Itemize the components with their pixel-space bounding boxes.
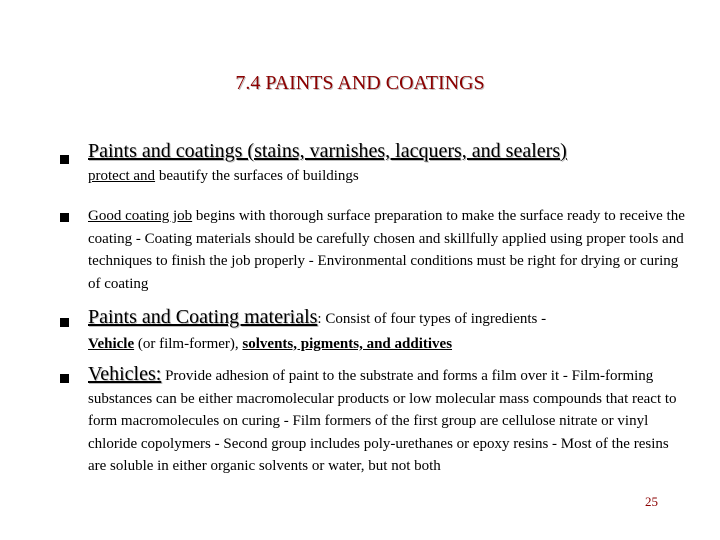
slide-title: 7.4 PAINTS AND COATINGS <box>235 72 485 94</box>
bullet-3-vehicle: Vehicle <box>88 335 135 352</box>
bullet-1-rest: beautify the surfaces of buildings <box>155 167 359 184</box>
bullet-marker <box>60 318 69 327</box>
bullet-1-heading: Paints and coatings (stains, varnishes, lacquers, and sealers) <box>88 140 567 162</box>
bullet-4-text <box>88 363 688 478</box>
bullet-3-middle: (or film-former), <box>134 335 243 352</box>
bullet-3-heading-rest: : Consist of four types of ingredients - <box>317 311 547 327</box>
bullet-4-rest: Provide adhesion of paint to the substrate and forms a film over it - Film-forming substances can be either macromolecular products or low molecular mass compounds that react to form macromolecules on curing - Film formers of the first group are cellulose nitrate or vinyl chloride copolymers - Second group includes poly-urethanes or epoxy resins - Most of the resins are soluble in either organic solvents or water, but not both <box>88 368 677 474</box>
bullet-marker <box>60 155 69 164</box>
page-number: 25 <box>645 494 658 509</box>
bullet-2-text <box>88 205 688 295</box>
bullet-marker <box>60 213 69 222</box>
bullet-marker <box>60 374 69 383</box>
bullet-3-ingredients: solvents, pigments, and additives <box>242 335 453 352</box>
bullet-1-text <box>88 140 688 187</box>
bullet-4-heading: Vehicles: <box>88 363 162 385</box>
bullet-3-heading: Paints and Coating materials <box>88 306 318 328</box>
bullet-1-lead: protect and <box>88 167 156 184</box>
bullet-2-lead: Good coating job <box>88 208 193 224</box>
bullet-2-rest: begins with thorough surface preparation to make the surface ready to receive the coating - Coating materials should be carefully chosen and skillfully applied using proper tools and techniques to finish the job properly - Environmental conditions must be right for drying or curing of coating <box>88 208 685 292</box>
bullet-3-text <box>88 306 688 355</box>
